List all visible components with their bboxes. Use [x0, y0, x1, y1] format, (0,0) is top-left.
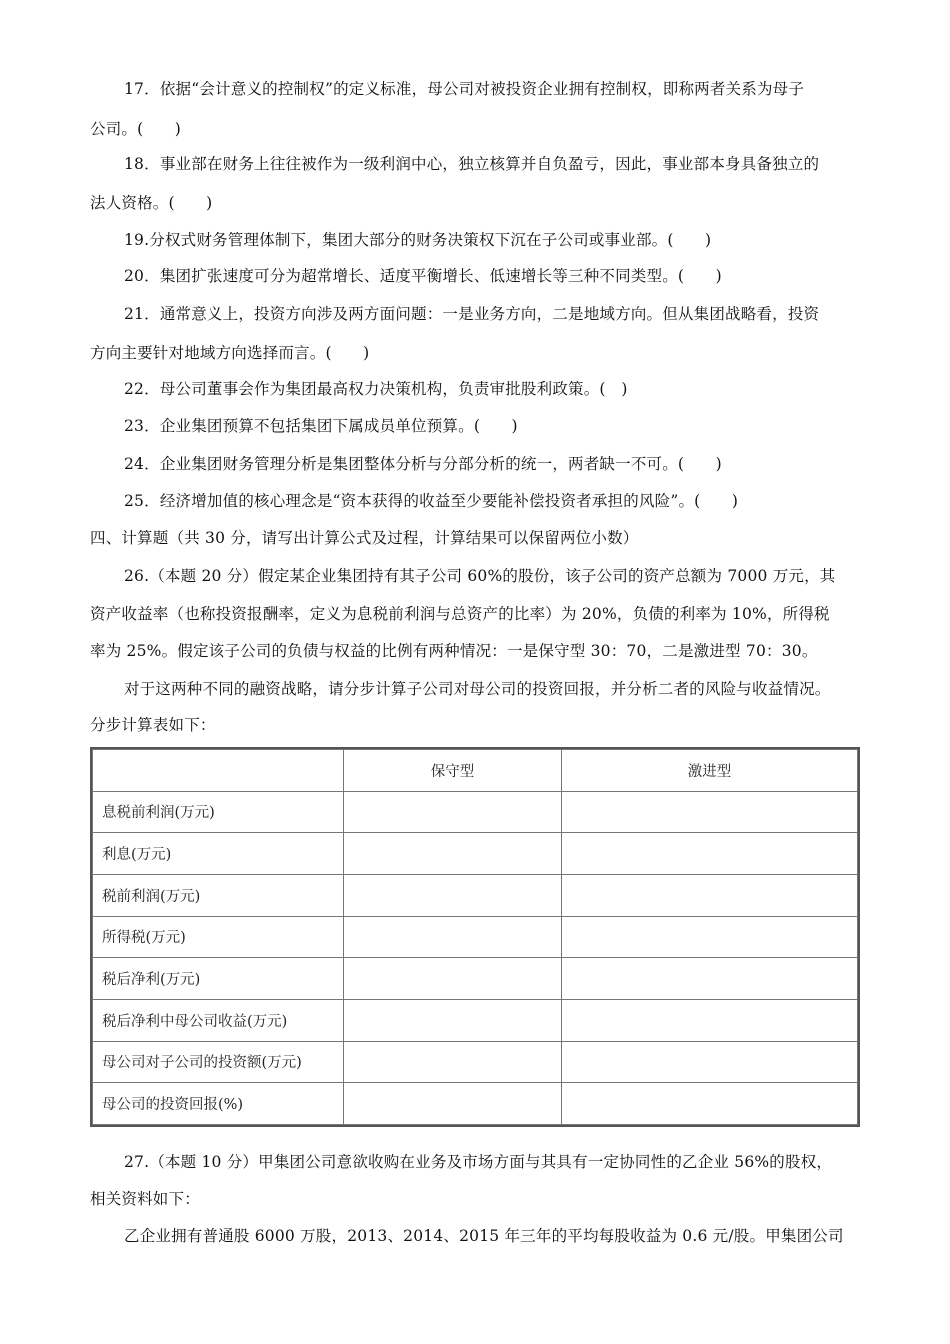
row-label-net-profit: 税后净利(万元)	[93, 958, 344, 1000]
question-18-line-1: 18．事业部在财务上往往被作为一级利润中心，独立核算并自负盈亏，因此，事业部本身具备独立的	[124, 155, 820, 173]
question-23: 23．企业集团预算不包括集团下属成员单位预算。( )	[124, 417, 518, 435]
row-label-parent-return: 母公司的投资回报(%)	[93, 1083, 344, 1125]
cell-aggressive	[562, 833, 858, 875]
calculation-table	[90, 747, 860, 1127]
cell-conservative	[344, 1083, 562, 1125]
table-row	[93, 1083, 858, 1125]
row-label-ebit: 息税前利润(万元)	[93, 791, 344, 833]
cell-aggressive	[562, 916, 858, 958]
table-header-aggressive: 激进型	[562, 750, 858, 792]
table-row	[93, 874, 858, 916]
question-26-line-4: 对于这两种不同的融资战略，请分步计算子公司对母公司的投资回报，并分析二者的风险与收益情况。	[124, 680, 831, 698]
question-26-line-2: 资产收益率（也称投资报酬率，定义为息税前利润与总资产的比率）为 20%，负债的利率为 10%，所得税	[90, 605, 830, 623]
cell-conservative	[344, 791, 562, 833]
cell-conservative	[344, 916, 562, 958]
table-row	[93, 916, 858, 958]
question-26-line-1: 26.（本题 20 分）假定某企业集团持有其子公司 60%的股份，该子公司的资产总额为 7000 万元，其	[124, 567, 836, 585]
question-19: 19.分权式财务管理体制下，集团大部分的财务决策权下沉在子公司或事业部。( )	[124, 231, 712, 249]
question-26-line-5: 分步计算表如下：	[90, 716, 216, 734]
table-row	[93, 1041, 858, 1083]
cell-aggressive	[562, 958, 858, 1000]
question-17-line-2: 公司。( )	[90, 120, 181, 138]
cell-aggressive	[562, 1083, 858, 1125]
question-25: 25．经济增加值的核心理念是“资本获得的收益至少要能补偿投资者承担的风险”。( )	[124, 492, 739, 510]
question-21-line-2: 方向主要针对地域方向选择而言。( )	[90, 344, 370, 362]
cell-conservative	[344, 833, 562, 875]
question-22: 22．母公司董事会作为集团最高权力决策机构，负责审批股利政策。( )	[124, 380, 628, 398]
question-24: 24．企业集团财务管理分析是集团整体分析与分部分析的统一，两者缺一不可。( )	[124, 455, 722, 473]
question-18-line-2: 法人资格。( )	[90, 194, 213, 212]
question-17-line-1: 17．依据“会计意义的控制权”的定义标准，母公司对被投资企业拥有控制权，即称两者关系为母子	[124, 80, 805, 98]
table-header-conservative: 保守型	[344, 750, 562, 792]
cell-conservative	[344, 874, 562, 916]
row-label-interest: 利息(万元)	[93, 833, 344, 875]
question-27-line-2: 相关资料如下：	[90, 1190, 200, 1208]
question-27-line-3: 乙企业拥有普通股 6000 万股，2013、2014、2015 年三年的平均每股收益为 0.6 元/股。甲集团公司	[124, 1227, 844, 1245]
cell-conservative	[344, 999, 562, 1041]
cell-aggressive	[562, 1041, 858, 1083]
table-header-row	[93, 750, 858, 792]
cell-conservative	[344, 1041, 562, 1083]
question-27-line-1: 27.（本题 10 分）甲集团公司意欲收购在业务及市场方面与其具有一定协同性的乙企业 56%的股权，	[124, 1153, 833, 1171]
cell-aggressive	[562, 874, 858, 916]
row-label-parent-income: 税后净利中母公司收益(万元)	[93, 999, 344, 1041]
table-row	[93, 958, 858, 1000]
question-26-line-3: 率为 25%。假定该子公司的负债与权益的比例有两种情况：一是保守型 30：70，二是激进型 70：30。	[90, 642, 818, 660]
table-row	[93, 999, 858, 1041]
question-21-line-1: 21．通常意义上，投资方向涉及两方面问题：一是业务方向，二是地域方向。但从集团战略看，投资	[124, 305, 820, 323]
cell-aggressive	[562, 999, 858, 1041]
table-row	[93, 833, 858, 875]
section-4-heading: 四、计算题（共 30 分，请写出计算公式及过程，计算结果可以保留两位小数）	[90, 529, 639, 547]
table-header-blank	[93, 750, 344, 792]
cell-conservative	[344, 958, 562, 1000]
row-label-parent-investment: 母公司对子公司的投资额(万元)	[93, 1041, 344, 1083]
question-20: 20．集团扩张速度可分为超常增长、适度平衡增长、低速增长等三种不同类型。( )	[124, 267, 722, 285]
row-label-income-tax: 所得税(万元)	[93, 916, 344, 958]
row-label-pretax-profit: 税前利润(万元)	[93, 874, 344, 916]
table-row	[93, 791, 858, 833]
cell-aggressive	[562, 791, 858, 833]
